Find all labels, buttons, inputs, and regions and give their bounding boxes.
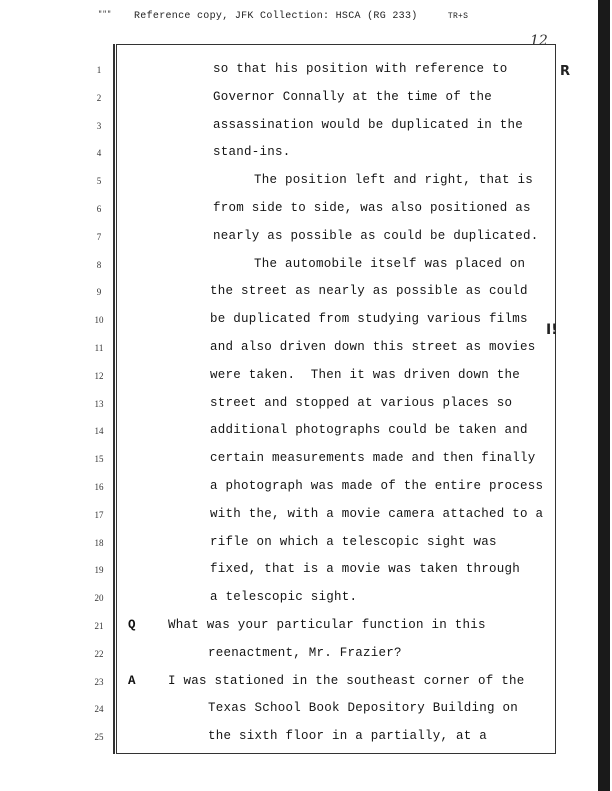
line-number: 3 — [96, 120, 102, 131]
line-number: 21 — [94, 621, 104, 631]
line-number: 10 — [94, 315, 104, 326]
line-number: 22 — [94, 648, 104, 659]
transcript-line: I was stationed in the southeast corner of the — [168, 673, 525, 688]
transcript-line: Governor Connally at the time of the — [213, 89, 493, 104]
transcript-line: the sixth floor in a partially, at a — [208, 729, 488, 744]
line-number: 8 — [96, 259, 102, 270]
transcript-line: be duplicated from studying various films — [210, 312, 528, 327]
line-number: 16 — [94, 482, 104, 492]
line-number: 19 — [94, 565, 104, 576]
line-number: 17 — [94, 509, 104, 520]
transcript-line: a telescopic sight. — [210, 590, 358, 605]
line-number: 1 — [96, 65, 102, 75]
transcript-line: fixed, that is a movie was taken through — [210, 562, 521, 577]
transcript-line: nearly as possible as could be duplicated. — [213, 228, 539, 243]
header-stamp: TR+S — [447, 12, 469, 21]
transcript-line: with the, with a movie camera attached to a — [210, 506, 544, 521]
header-text: Reference copy, JFK Collection: HSCA (RG 233) — [134, 11, 418, 22]
scan-edge-bar — [598, 0, 610, 791]
line-number: 4 — [96, 148, 102, 159]
line-number: 25 — [94, 732, 104, 743]
header-mark: """ — [98, 11, 112, 19]
line-number: 9 — [96, 287, 102, 298]
transcript-line: additional photographs could be taken and — [210, 423, 528, 438]
transcript-line: stand-ins. — [213, 145, 291, 160]
margin-mark-mid: I! — [546, 322, 558, 338]
line-number: 12 — [94, 370, 104, 381]
transcript-line: reenactment, Mr. Frazier? — [208, 645, 402, 660]
line-number: 2 — [96, 92, 102, 103]
transcript-line: assassination would be duplicated in the — [213, 117, 524, 132]
line-number: 6 — [96, 204, 102, 214]
margin-mark-top: R — [560, 64, 571, 79]
reference-header — [100, 11, 468, 22]
line-number: 20 — [94, 593, 104, 604]
line-number: 23 — [94, 676, 104, 687]
transcript-line: certain measurements made and then finally — [210, 451, 536, 466]
handwritten-page-number: 12 — [530, 33, 548, 49]
line-number: 14 — [94, 426, 104, 437]
line-number: 7 — [96, 231, 102, 242]
transcript-line: the street as nearly as possible as could — [210, 284, 528, 299]
transcript-line: and also driven down this street as movies — [210, 340, 536, 354]
transcript-line: were taken. Then it was driven down the — [210, 367, 521, 382]
line-number: 13 — [94, 398, 104, 409]
line-number: 5 — [96, 176, 102, 187]
line-number: 24 — [94, 704, 104, 715]
transcript-line: The automobile itself was placed on — [254, 256, 526, 271]
speaker-label: Q — [128, 618, 136, 632]
transcript-line: street and stopped at various places so — [210, 395, 513, 410]
line-number: 15 — [94, 454, 104, 465]
transcript-line: a photograph was made of the entire process — [210, 479, 544, 493]
line-number: 18 — [94, 537, 104, 548]
transcript-line: What was your particular function in this — [168, 618, 486, 632]
speaker-label: A — [128, 673, 136, 688]
line-number: 11 — [94, 343, 104, 353]
transcript-line: from side to side, was also positioned as — [213, 201, 531, 215]
transcript-line: rifle on which a telescopic sight was — [210, 534, 497, 549]
transcript-line: The position left and right, that is — [254, 173, 534, 188]
transcript-line: Texas School Book Depository Building on — [208, 701, 519, 716]
transcript-line: so that his position with reference to — [213, 62, 508, 76]
